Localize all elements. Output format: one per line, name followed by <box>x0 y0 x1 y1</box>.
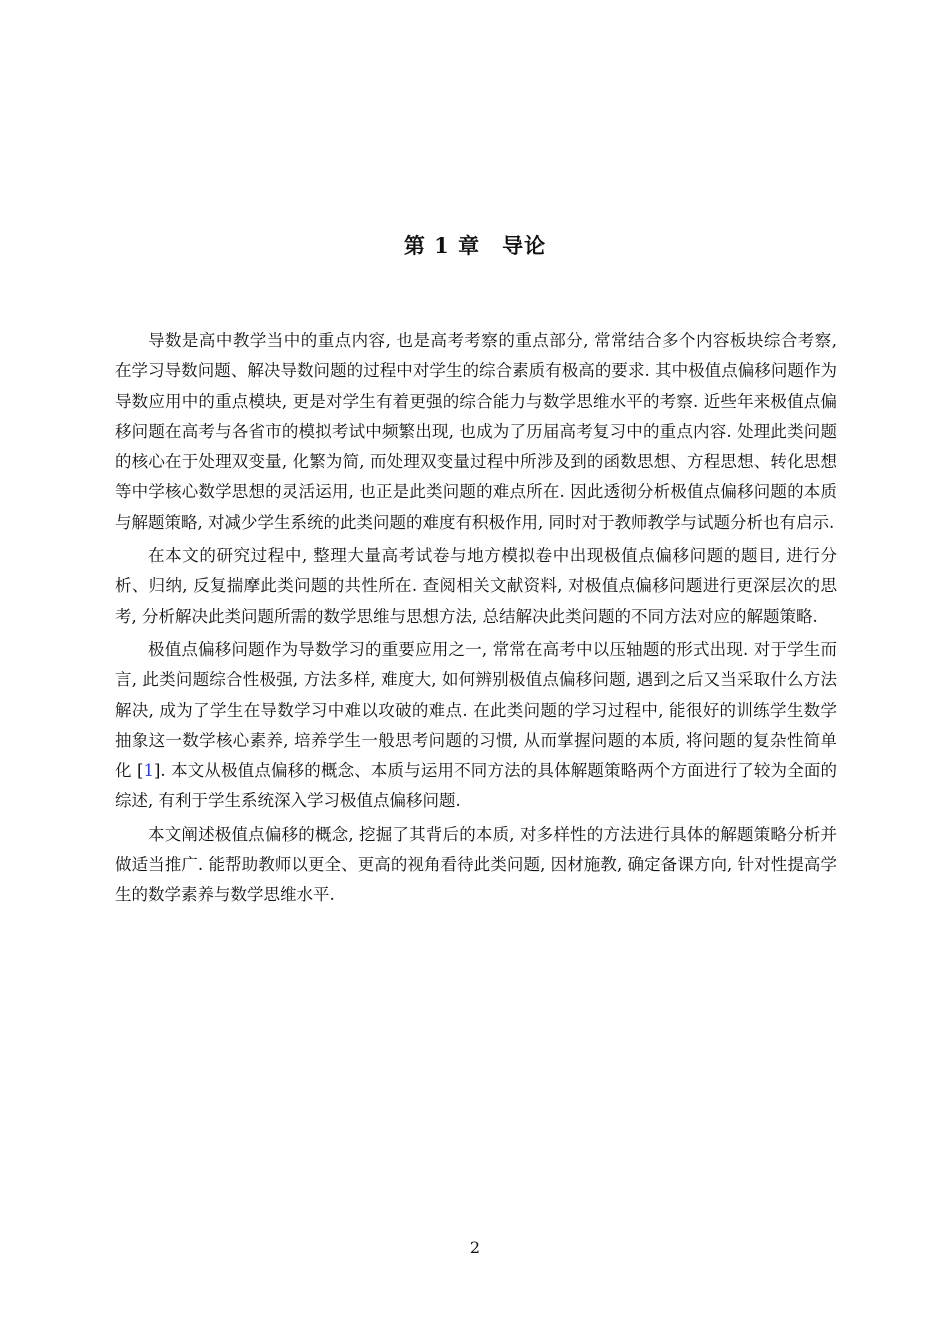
chapter-title: 导论 <box>502 233 547 258</box>
chapter-heading <box>0 230 950 260</box>
paragraph-1: 导数是高中教学当中的重点内容, 也是高考考察的重点部分, 常常结合多个内容板块综合考察, 在学习导数问题、解决导数问题的过程中对学生的综合素质有极高的要求. 其中极值点偏移问题作为导数应用中的重点模块, 更是对学生有着更强的综合能力与数学思维水平的考察. 近些年来极值点偏移问题在高考与各省市的模拟考试中频繁出现, 也成为了历届高考复习中的重点内容. 处理此类问题的核心在于处理双变量, 化繁为简, 而处理双变量过程中所涉及到的函数思想、方程思想、转化思想等中学核心数学思想的灵活运用, 也正是此类问题的难点所在. 因此透彻分析极值点偏移问题的本质与解题策略, 对减少学生系统的此类问题的难度有积极作用, 同时对于教师教学与试题分析也有启示. <box>115 331 837 532</box>
paragraph-4: 本文阐述极值点偏移的概念, 挖掘了其背后的本质, 对多样性的方法进行具体的解题策略分析并做适当推广. 能帮助教师以更全、更高的视角看待此类问题, 因材施教, 确定备课方向, 针对性提高学生的数学素养与数学思维水平. <box>115 824 837 905</box>
paragraph-3 <box>115 635 837 817</box>
paragraph-2: 在本文的研究过程中, 整理大量高考试卷与地方模拟卷中出现极值点偏移问题的题目, 进行分析、归纳, 反复揣摩此类问题的共性所在. 查阅相关文献资料, 对极值点偏移问题进行更深层次的思考, 分析解决此类问题所需的数学思维与思想方法, 总结解决此类问题的不同方法对应的解题策略. <box>115 546 837 626</box>
page-number: 2 <box>469 1238 481 1257</box>
paragraph-3-text-before: 极值点偏移问题作为导数学习的重要应用之一, 常常在高考中以压轴题的形式出现. 对于学生而言, 此类问题综合性极强, 方法多样, 难度大, 如何辨别极值点偏移问题, 遇到之后又当采取什么方法解决, 成为了学生在导数学习中难以攻破的难点. 在此类问题的学习过程中, 能很好的训练学生数学抽象这一数学核心素养, 培养学生一般思考问题的习惯, 从而掌握问题的本质, 将问题的复杂性简单化 [ <box>115 639 837 781</box>
chapter-number: 第 1 章 <box>403 233 481 258</box>
paragraph-3-text-after: ]. 本文从极值点偏移的概念、本质与运用不同方法的具体解题策略两个方面进行了较为全面的综述, 有利于学生系统深入学习极值点偏移问题. <box>115 761 837 811</box>
body-text <box>115 326 837 914</box>
citation-link[interactable]: 1 <box>143 761 154 781</box>
